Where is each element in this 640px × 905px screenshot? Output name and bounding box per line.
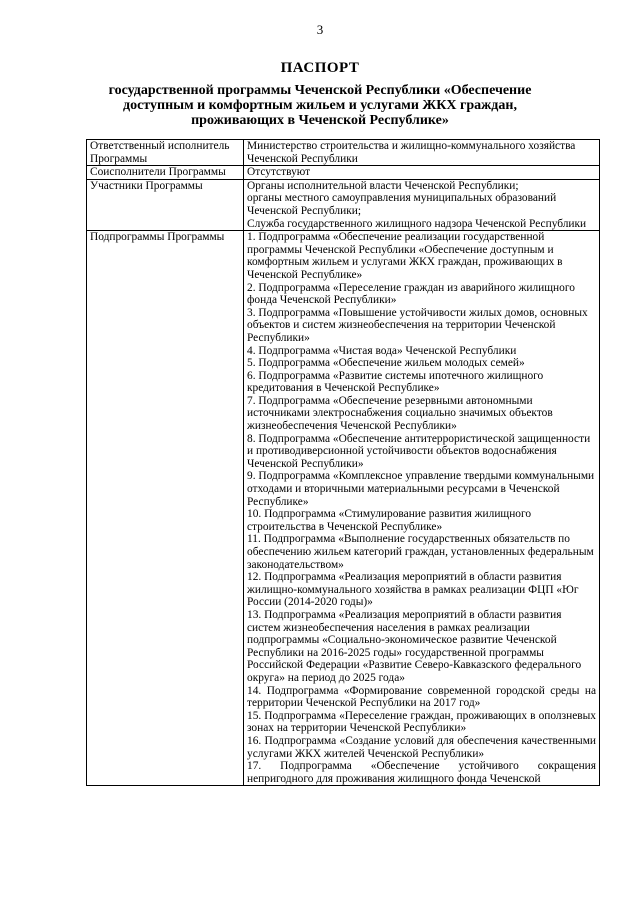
row-value [244,231,600,786]
passport-table [86,139,600,786]
subprogram-item: 9. Подпрограмма «Комплексное управление твердыми коммунальными отходами и вторичными материальными ресурсами в Чеченской Республике» [247,470,595,508]
table-row-coexecutors [87,166,600,180]
subprogram-item: 4. Подпрограмма «Чистая вода» Чеченской Республики [247,344,517,357]
subprogram-item: 13. Подпрограмма «Реализация мероприятий в области развития систем жизнеобеспечения населения в рамках реализации подпрограммы «Социально-экономическое развитие Чеченской Республики на 2016-2025 годы» государственной программы Российской Федерации «Развитие Северо-Кавказского федерального округа» на период до 2025 года» [247,608,582,684]
row-value: Отсутствуют [244,166,600,180]
row-label: Соисполнители Программы [87,166,244,180]
subprogram-item: 11. Подпрограмма «Выполнение государственных обязательств по обеспечению жильем категорий граждан, установленных федеральным законодательством» [247,533,594,571]
participant-line: органы местного самоуправления муниципальных образований Чеченской Республики; [247,192,557,217]
table-row-subprograms [87,231,600,786]
row-value: Министерство строительства и жилищно-коммунального хозяйства Чеченской Республики [244,140,600,166]
subprogram-item: 12. Подпрограмма «Реализация мероприятий в области развития жилищно-коммунального хозяйства в рамках реализации ФЦП «Юг России (2014-2020 годы)» [247,571,579,609]
subprogram-item: 5. Подпрограмма «Обеспечение жильем молодых семей» [247,357,525,370]
row-label: Ответственный исполнитель Программы [87,140,244,166]
subprogram-item: 3. Подпрограмма «Повышение устойчивости жилых домов, основных объектов и систем жизнеобеспечения на территории Чеченской Республики» [247,306,588,344]
subprogram-item: 1. Подпрограмма «Обеспечение реализации государственной программы Чеченской Республики «Обеспечение доступным и комфортным жильем и услугами ЖКХ граждан, проживающих в Чеченской Республике» [247,231,563,281]
subprogram-item: 8. Подпрограмма «Обеспечение антитеррористической защищенности и противодиверсионной устойчивости объектов водоснабжения Чеченской Республики» [247,432,591,470]
subprogram-item: 7. Подпрограмма «Обеспечение резервными автономными источниками электроснабжения социально значимых объектов жизнеобеспечения Чеченской Республики» [247,394,553,433]
subprogram-item: 16. Подпрограмма «Создание условий для обеспечения качественными услугами ЖКХ жителей Чеченской Республики» [247,734,596,760]
subprogram-item: 14. Подпрограмма «Формирование современной городской среды на территории Чеченской Республики на 2017 год» [247,684,596,710]
table-row-executor [87,140,600,166]
subprogram-item: 2. Подпрограмма «Переселение граждан из аварийного жилищного фонда Чеченской Республики» [247,281,575,307]
participant-line: Служба государственного жилищного надзора Чеченской Республики [247,217,587,230]
subprogram-item: 17. Подпрограмма «Обеспечение устойчивого сокращения непригодного для проживания жилищного фонда Чеченской [247,760,596,785]
row-label: Участники Программы [87,179,244,230]
page-title: ПАСПОРТ [280,60,360,76]
page-number: 3 [316,22,324,37]
subprogram-item: 15. Подпрограмма «Переселение граждан, проживающих в оползневых зонах на территории Чеченской Республики» [247,709,596,735]
row-label: Подпрограммы Программы [87,231,244,786]
subprogram-item: 6. Подпрограмма «Развитие системы ипотечного жилищного кредитования в Чеченской Республике» [247,369,544,395]
table-row-participants [87,179,600,230]
row-value [244,179,600,230]
page-subtitle: государственной программы Чеченской Республики «Обеспечение доступным и комфортным жильем и услугами ЖКХ граждан, проживающих в Чеченской Республике» [108,83,532,128]
participant-line: Органы исполнительной власти Чеченской Республики; [247,179,519,192]
subprogram-item: 10. Подпрограмма «Стимулирование развития жилищного строительства в Чеченской Республике» [247,508,532,533]
